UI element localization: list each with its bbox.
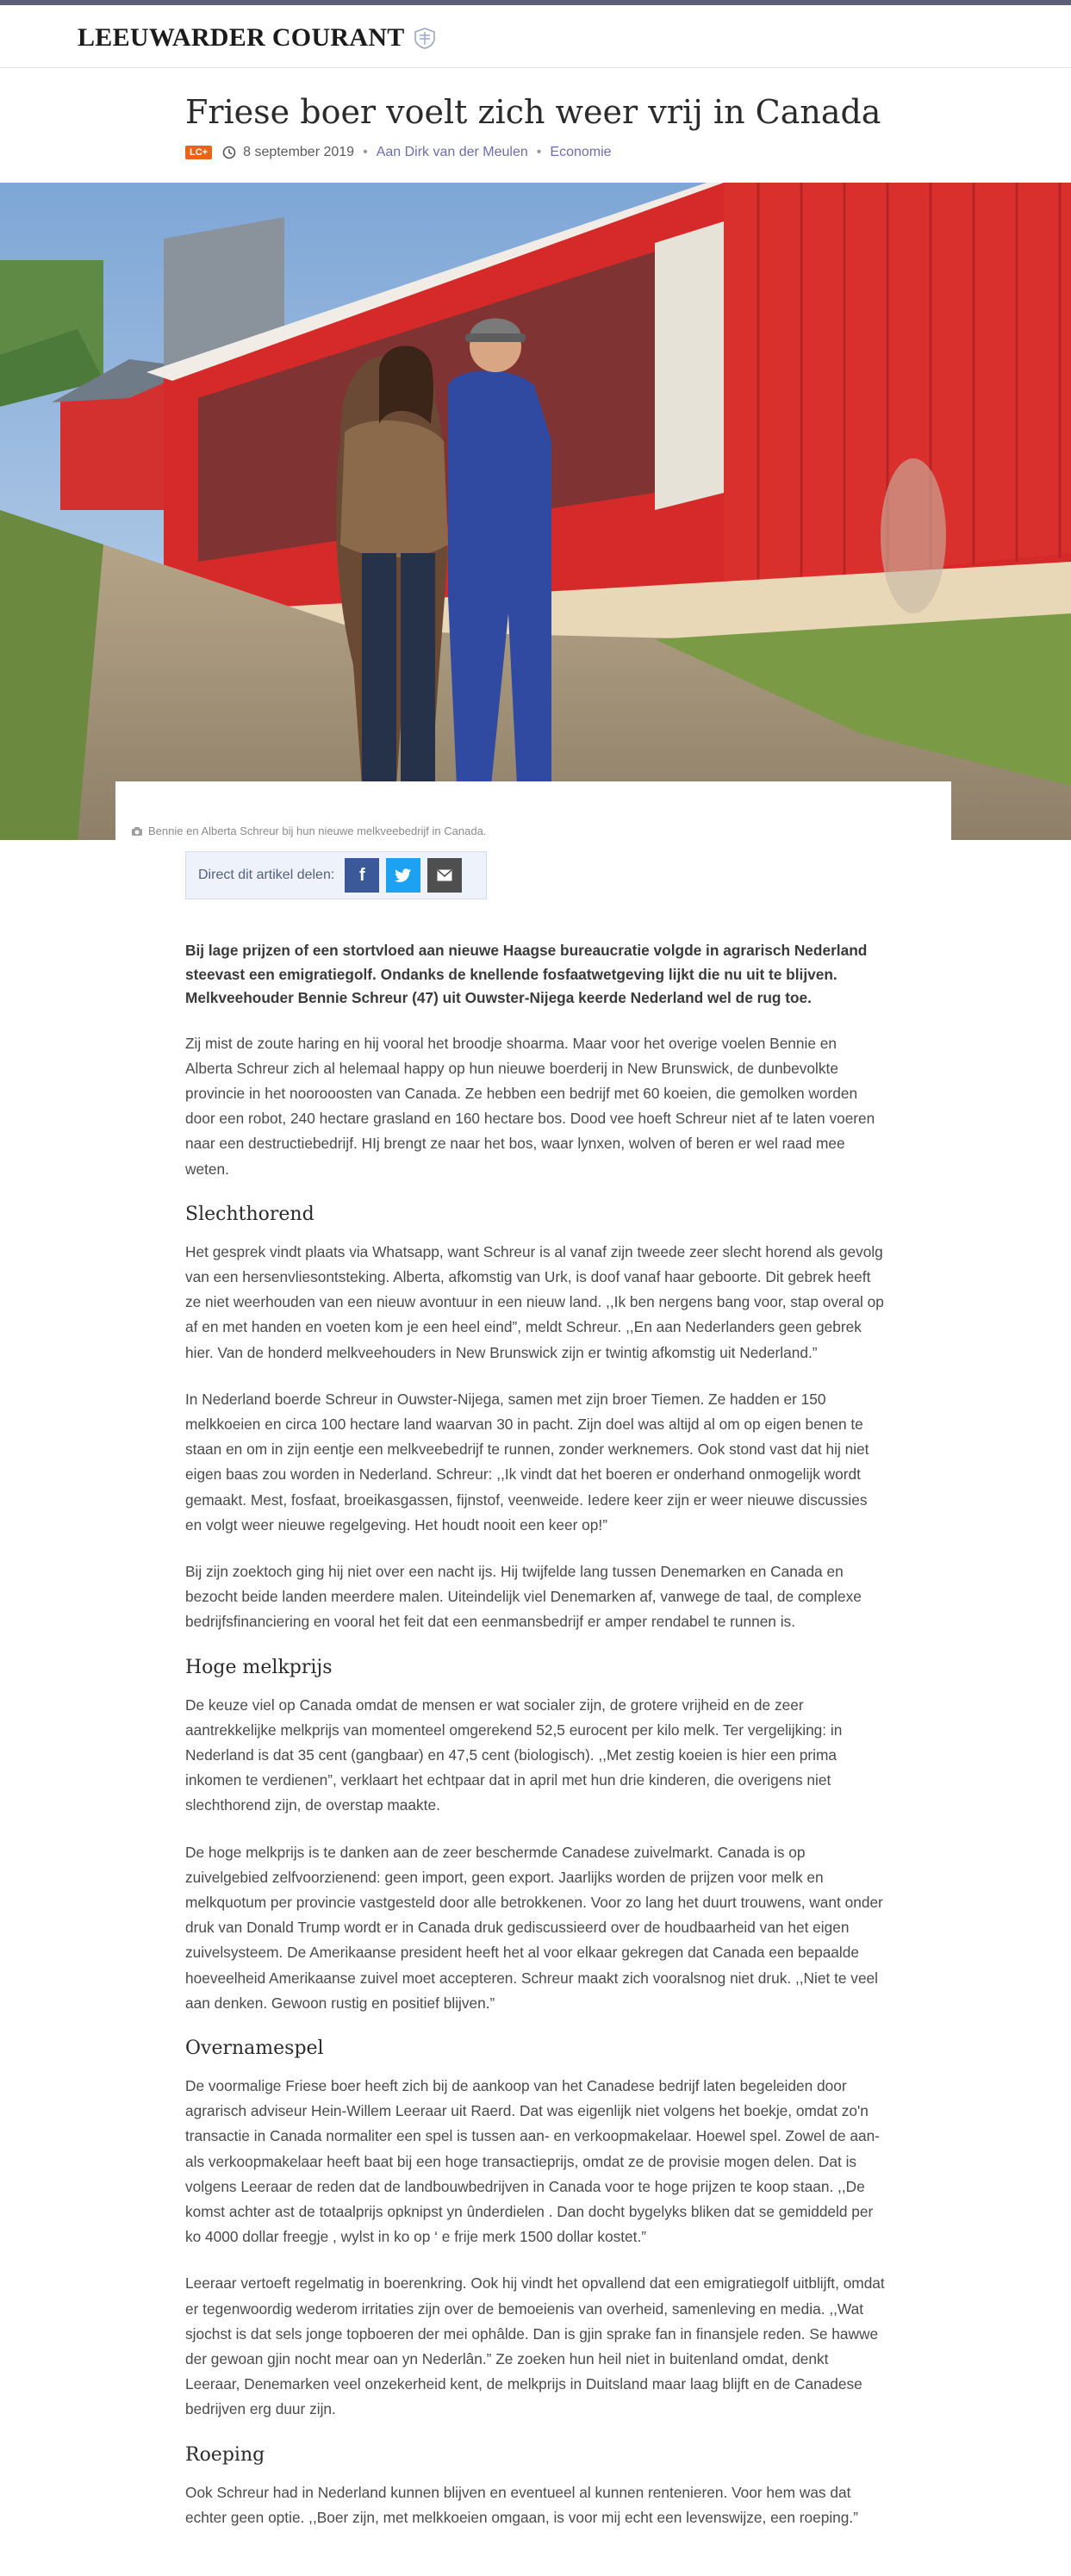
share-label: Direct dit artikel delen: [198, 868, 335, 882]
clock-icon [222, 146, 236, 159]
twitter-icon [395, 868, 412, 883]
author-link[interactable]: Aan Dirk van der Meulen [376, 145, 528, 159]
article-paragraph: De voormalige Friese boer heeft zich bij de aankoop van het Canadese bedrijf laten begeleiden door agrarisch adviseur Hein-Willem Leeraar uit Raerd. Dat was eigenlijk niet volgens het boekje, omdat zo'n transactie in Canada normaliter een spel is tussen aan- en verkoopmakelaar. Hoewel spel. Zowel de aan- als verkoopmakelaar heeft baat bij een hoge transactieprijs, omdat ze de provisie mogen delen. Dat is volgens Leeraar de reden dat de landbouwbedrijven in Canada voor te hoge prijzen te koop staan. ,,De komst achter ast de totaalprijs opknipst yn ûnderdielen . Dan docht bygelyks bliken dat se gemiddeld per ko 4000 dollar freegje , wylst in ko op ‘ e frije merk 1500 dollar kostet.” [185, 2077, 880, 2246]
article-paragraph: Bij zijn zoektoch ging hij niet over een nacht ijs. Hij twijfelde lang tussen Denemarken en Canada en bezocht beide landen meerdere malen. Uiteindelijk viel Denemarken af, vanwege de taal, de complexe bedrijfsfinanciering en vooral het feit dat een eenmansbedrijf er amper rendabel te runnen is. [185, 1562, 862, 1631]
hero-photo [0, 183, 1071, 840]
article-meta [185, 142, 612, 163]
meta-separator: • [536, 145, 542, 159]
article-paragraph: Leeraar vertoeft regelmatig in boerenkring. Ook hij vindt het opvallend dat een emigratiegolf uitblijft, omdat er tegenwoordig wederom irritaties zijn over de bemoeienis van overheid, samenleving en media. ,,Wat sjochst is dat sels jonge topboeren der mei ophâlde. Dan is gjin sprake fan in finansjele reden. Se hawwe der gewoan gjin nocht mear oan yn Nederlân.” Ze zoeken hun heil niet in buitenland omdat, denkt Leeraar, Denemarken veel onzekerheid kent, de melkprijs in Duitsland maar laag blijft en de Canadese bedrijven erg duur zijn. [185, 2274, 885, 2418]
farm-couple-illustration [0, 183, 1071, 840]
site-logo[interactable] [78, 22, 438, 53]
article-paragraph: De hoge melkprijs is te danken aan de zeer beschermde Canadese zuivelmarkt. Canada is op zuivelgebied zelfvoorzienend: geen import, geen export. Jaarlijks worden de prijzen voor melk en melkquotum per provincie vastgesteld door alle betrokkenen. Voor zo lang het duurt trouwens, want onder druk van Donald Trump wordt er in Canada druk gediscussieerd over de houdbaarheid van het eigen zuivelsysteem. De Amerikaanse president heeft het al voor elkaar gekregen dat Canada een bepaalde hoeveelheid Amerikaanse zuivel moet accepteren. Schreur maakt zich vooralsnog niet druk. ,,Niet te veel aan denken. Gewoon rustig en positief blijven.” [185, 1843, 883, 2012]
article-paragraph: Ook Schreur had in Nederland kunnen blijven en eventueel al kunnen rentenieren. Voor hem was dat echter geen optie. ,,Boer zijn, met melkkoeien omgaan, is voor mij echt een levenswijze, een roeping.” [185, 2483, 858, 2526]
photo-caption-box [115, 781, 951, 840]
facebook-share-button[interactable] [345, 858, 379, 893]
article-paragraph: Het gesprek vindt plaats via Whatsapp, want Schreur is al vanaf zijn tweede zeer slecht horend als gevolg van een hersenvliesontsteking. Alberta, afkomstig van Urk, is doof vanaf haar geboorte. Dit gebrek heeft ze niet weerhouden van een nieuw avontuur in een nieuw land. ,,Ik ben nergens bang voor, stap overal op af en met handen en voeten kom je een heel eind”, meldt Schreur. ,,En aan Nederlanders geen gebrek hier. Van de honderd melkveehouders in New Brunswick zijn er twintig afkomstig uit Nederland.” [185, 1242, 884, 1361]
article-intro: Bij lage prijzen of een stortvloed aan nieuwe Haagse bureaucratie volgde in agrarisch Nederland steevast een emigratiegolf. Ondanks de knellende fosfaatwetgeving lijkt die nu uit te blijven. Melkveehouder Bennie Schreur (47) uit Ouwster-Nijega keerde Nederland wel de rug toe. [185, 942, 868, 1006]
section-heading: Roeping [185, 2443, 265, 2466]
facebook-icon: f [358, 865, 365, 885]
meta-separator: • [363, 145, 368, 159]
logo-text: LEEUWARDER COURANT [78, 23, 405, 52]
masthead [0, 5, 1071, 68]
camera-icon [131, 826, 143, 837]
envelope-icon [437, 869, 452, 881]
crest-icon [412, 27, 438, 49]
article-paragraph: Zij mist de zoute haring en hij vooral het broodje shoarma. Maar voor het overige voelen Bennie en Alberta Schreur zich al helemaal happy op hun nieuwe boerderij in New Brunswick, de dunbevolkte provincie in het noorooosten van Canada. Ze hebben een bedrijf met 60 koeien, die gemolken worden door een robot, 240 hectare grasland en 160 hectare bos. Dood vee hoeft Schreur niet af te laten voeren naar een destructiebedrijf. HIj brengt ze naar het bos, waar lynxen, wolven of beren er wel raad mee weten. [185, 1034, 875, 1178]
photo-caption [131, 824, 486, 837]
category-link[interactable]: Economie [550, 145, 612, 159]
article-body [185, 939, 885, 2552]
section-heading: Overnamespel [185, 2038, 324, 2059]
publish-date: 8 september 2019 [243, 145, 355, 159]
share-bar [185, 851, 487, 899]
caption-text: Bennie en Alberta Schreur bij hun nieuwe melkveebedrijf in Canada. [148, 824, 487, 837]
premium-badge: LC+ [185, 146, 212, 159]
section-heading: Slechthorend [185, 1203, 314, 1225]
section-heading: Hoge melkprijs [185, 1656, 333, 1678]
twitter-share-button[interactable] [386, 858, 420, 893]
article-title: Friese boer voelt zich weer vrij in Canada [185, 93, 881, 131]
article-paragraph: De keuze viel op Canada omdat de mensen er wat socialer zijn, de grotere vrijheid en de zeer aantrekkelijke melkprijs van momenteel omgerekend 52,5 eurocent per kilo melk. Ter vergelijking: in Nederland is dat 35 cent (gangbaar) en 47,5 cent (biologisch). ,,Met zestig koeien is hier een prima inkomen te verdienen”, verklaart het echtpaar dat in april met hun drie kinderen, die overigens niet slechthorend zijn, de overstap maakte. [185, 1696, 843, 1814]
email-share-button[interactable] [427, 858, 462, 893]
article-paragraph: In Nederland boerde Schreur in Ouwster-Nijega, samen met zijn broer Tiemen. Ze hadden er 150 melkkoeien en circa 100 hectare land waarvan 30 in pacht. Zijn doel was altijd al om op eigen benen te staan en om in zijn eentje een melkveebedrijf te runnen, zonder werknemers. Ook stond vast dat hij niet eigen baas zou worden in Nederland. Schreur: ,,Ik vindt dat het boeren er onderhand onmogelijk wordt gemaakt. Mest, fosfaat, broeikasgassen, fijnstof, veenweide. Iedere keer zijn er weer nieuwe discussies en volgt weer nieuwe regelgeving. Het houdt nooit een keer op!” [185, 1390, 869, 1534]
